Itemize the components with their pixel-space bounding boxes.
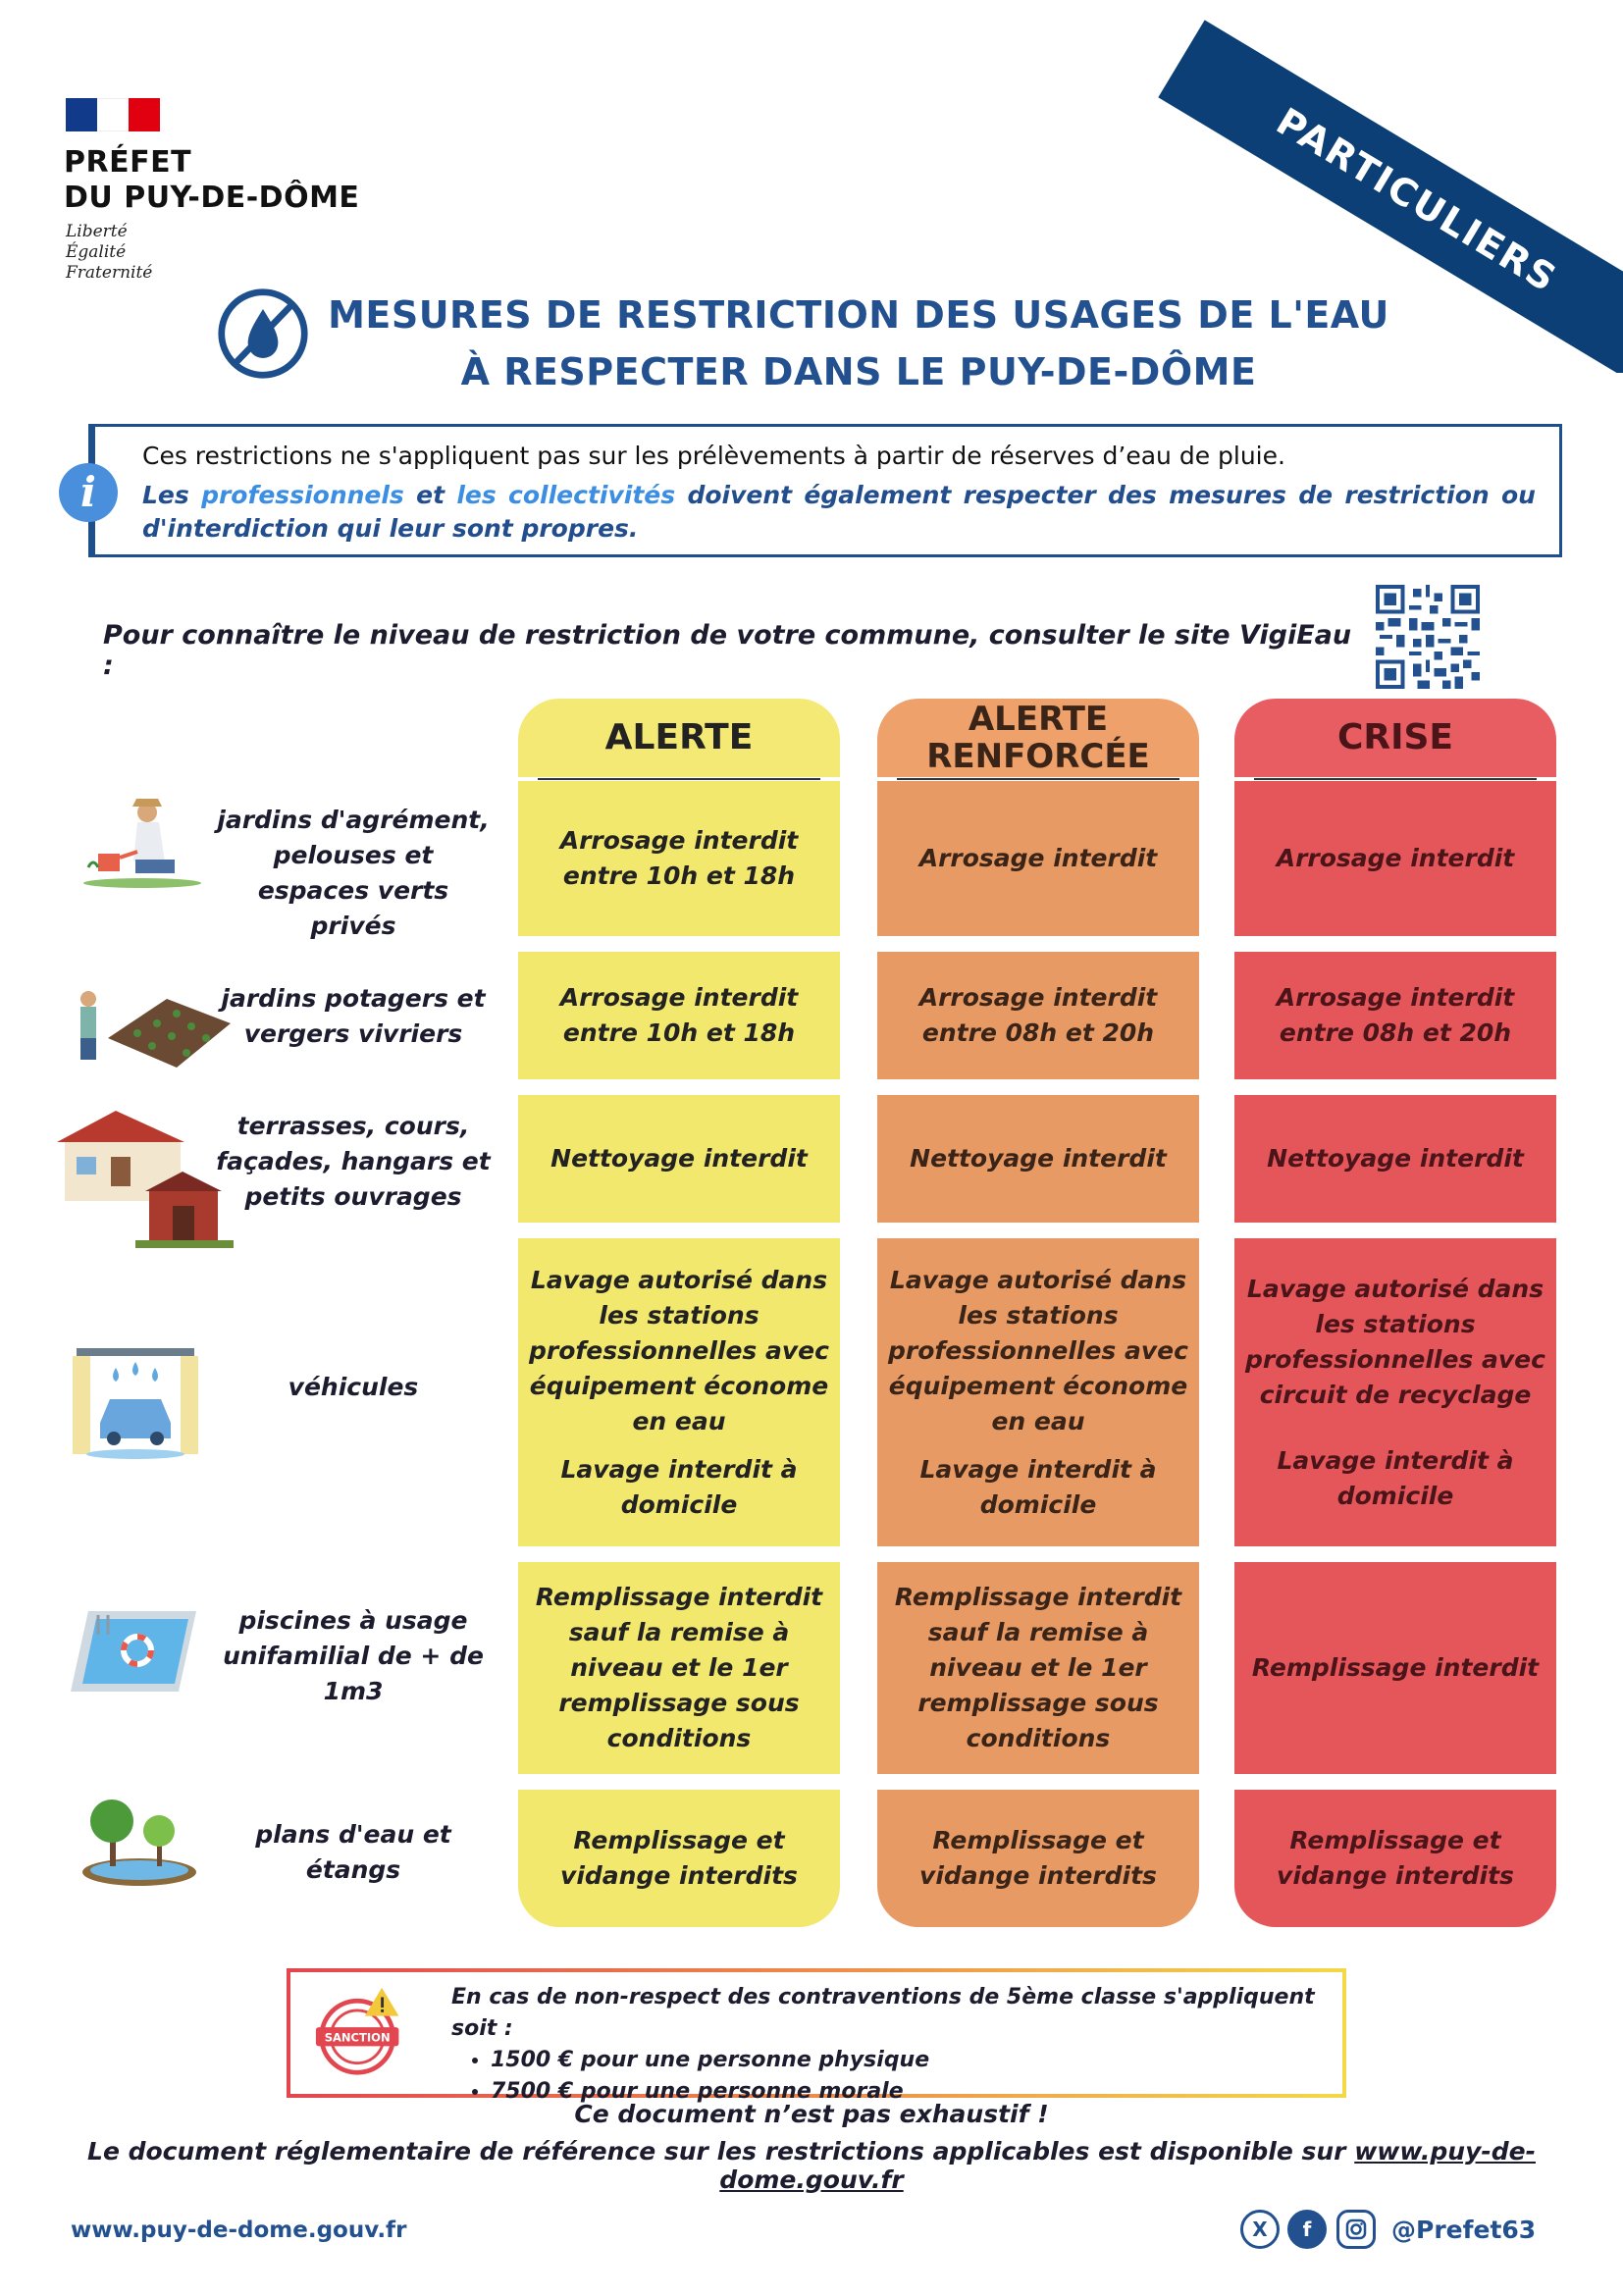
ribbon-label: PARTICULIERS — [1158, 20, 1623, 373]
title-line1: MESURES DE RESTRICTION DES USAGES DE L'EAU — [328, 293, 1389, 337]
cell-alerte-jardins-potagers: Arrosage interdit entre 10h et 18h — [518, 952, 840, 1079]
cell-renforcee-vehicules — [877, 1238, 1199, 1546]
info-text: et — [403, 481, 457, 509]
row-label-plans-eau: plans d'eau et étangs — [255, 1820, 451, 1884]
house-icon — [47, 1103, 234, 1258]
cell-renforcee-terrasses: Nettoyage interdit — [877, 1095, 1199, 1223]
pool-icon — [69, 1605, 198, 1696]
cell-renforcee-jardins-agrement: Arrosage interdit — [877, 781, 1199, 936]
sanction-intro: En cas de non-respect des contraventions de 5ème classe s'appliquent soit : — [451, 1985, 1315, 2041]
prefet-line1: PRÉFET — [64, 145, 192, 180]
column-header-alerte-renforcee — [877, 699, 1199, 777]
sanction-text — [451, 1982, 1315, 2108]
vigieau-consult-text: Pour connaître le niveau de restriction de votre commune, consulter le site VigiEau : — [103, 620, 1352, 681]
cell-alerte-terrasses: Nettoyage interdit — [518, 1095, 840, 1223]
reference-text: Le document réglementaire de référence sur les restrictions applicables est disponible sur — [87, 2137, 1355, 2166]
column-header-label: ALERTE — [604, 717, 754, 757]
sanction-item: • 7500 € pour une personne morale — [491, 2076, 1315, 2108]
cell-crise-terrasses: Nettoyage interdit — [1234, 1095, 1556, 1223]
sanction-warning-icon — [314, 1984, 408, 2078]
facebook-icon[interactable]: f — [1287, 2210, 1327, 2249]
page-title — [324, 287, 1393, 400]
row-label-vehicules: véhicules — [288, 1373, 419, 1401]
marianne-logo — [66, 98, 160, 131]
reference-document-note — [0, 2137, 1623, 2194]
row-label-piscines: piscines à usage unifamilial de + de 1m3 — [223, 1606, 484, 1705]
sanction-list — [451, 2045, 1315, 2108]
cell-vehicules-station: Lavage autorisé dans les stations professionnelles avec équipement économe en eau — [888, 1265, 1188, 1435]
instagram-icon[interactable] — [1336, 2210, 1376, 2249]
cell-crise-jardins-potagers: Arrosage interdit entre 08h et 20h — [1234, 952, 1556, 1079]
prefet-title — [64, 145, 359, 216]
motto-fraternite: Fraternité — [66, 263, 153, 283]
column-header-crise — [1234, 699, 1556, 777]
title-line2: À RESPECTER DANS LE PUY-DE-DÔME — [460, 350, 1257, 393]
cell-crise-jardins-agrement: Arrosage interdit — [1234, 781, 1556, 936]
cell-renforcee-jardins-potagers: Arrosage interdit entre 08h et 20h — [877, 952, 1199, 1079]
row-label-jardins-potagers: jardins potagers et vergers vivriers — [221, 984, 486, 1048]
no-water-icon — [216, 287, 310, 381]
republic-motto — [66, 222, 152, 284]
motto-egalite: Égalité — [66, 242, 127, 262]
social-handle[interactable]: @Prefet63 — [1391, 2216, 1537, 2244]
pond-icon — [73, 1792, 200, 1890]
row-label-jardins-agrement: jardins d'agrément, pelouses et espaces verts privés — [217, 806, 490, 940]
cell-vehicules-station: Lavage autorisé dans les stations professionnelles avec circuit de recyclage — [1245, 1274, 1545, 1409]
reference-link[interactable]: www.puy-de-dome.gouv.fr — [719, 2137, 1536, 2194]
footer-site-link[interactable]: www.puy-de-dome.gouv.fr — [71, 2218, 407, 2243]
column-header-label: CRISE — [1336, 717, 1454, 757]
row-label-terrasses: terrasses, cours, façades, hangars et petits ouvrages — [216, 1112, 491, 1211]
vegetable-garden-icon — [59, 979, 236, 1077]
cell-renforcee-plans-eau: Remplissage et vidange interdits — [877, 1790, 1199, 1927]
cell-crise-piscines: Remplissage interdit — [1234, 1562, 1556, 1774]
column-header-alerte — [518, 699, 840, 777]
cell-vehicules-domicile: Lavage interdit à domicile — [560, 1454, 798, 1519]
cell-vehicules-domicile: Lavage interdit à domicile — [1277, 1445, 1514, 1510]
cell-alerte-jardins-agrement: Arrosage interdit entre 10h et 18h — [518, 781, 840, 936]
cell-alerte-vehicules — [518, 1238, 840, 1546]
qr-code-icon[interactable] — [1376, 585, 1480, 689]
cell-alerte-piscines: Remplissage interdit sauf la remise à niveau et le 1er remplissage sous conditions — [518, 1562, 840, 1774]
cell-renforcee-piscines: Remplissage interdit sauf la remise à niveau et le 1er remplissage sous conditions — [877, 1562, 1199, 1774]
prefet-line2: DU PUY-DE-DÔME — [64, 181, 360, 215]
gardener-watering-icon — [79, 793, 206, 891]
cell-crise-plans-eau: Remplissage et vidange interdits — [1234, 1790, 1556, 1927]
cell-vehicules-domicile: Lavage interdit à domicile — [919, 1454, 1157, 1519]
column-header-label: ALERTE RENFORCÉE — [926, 700, 1150, 776]
sanction-badge-label: SANCTION — [324, 2030, 391, 2045]
cell-crise-vehicules — [1234, 1238, 1556, 1546]
cell-vehicules-station: Lavage autorisé dans les stations professionnelles avec équipement économe en eau — [529, 1265, 829, 1435]
info-line1: Ces restrictions ne s'appliquent pas sur les prélèvements à partir de réserves d’eau de pluie. — [142, 442, 1285, 470]
cell-alerte-plans-eau: Remplissage et vidange interdits — [518, 1790, 840, 1927]
not-exhaustive-note: Ce document n’est pas exhaustif ! — [574, 2100, 1049, 2128]
info-text: doivent également respecter des mesures de restriction ou d'interdiction qui leur sont propres. — [142, 481, 1536, 543]
car-wash-icon — [67, 1329, 204, 1466]
instagram-glyph — [1345, 2218, 1367, 2240]
info-line2 — [142, 479, 1536, 546]
x-icon[interactable]: X — [1240, 2210, 1280, 2249]
info-icon: i — [59, 463, 118, 522]
info-highlight-professionnels: professionnels — [201, 481, 404, 509]
sanction-item: • 1500 € pour une personne physique — [491, 2045, 1315, 2076]
info-text: Les — [142, 481, 202, 509]
info-highlight-collectivites: les collectivités — [456, 481, 676, 509]
motto-liberte: Liberté — [66, 222, 128, 241]
